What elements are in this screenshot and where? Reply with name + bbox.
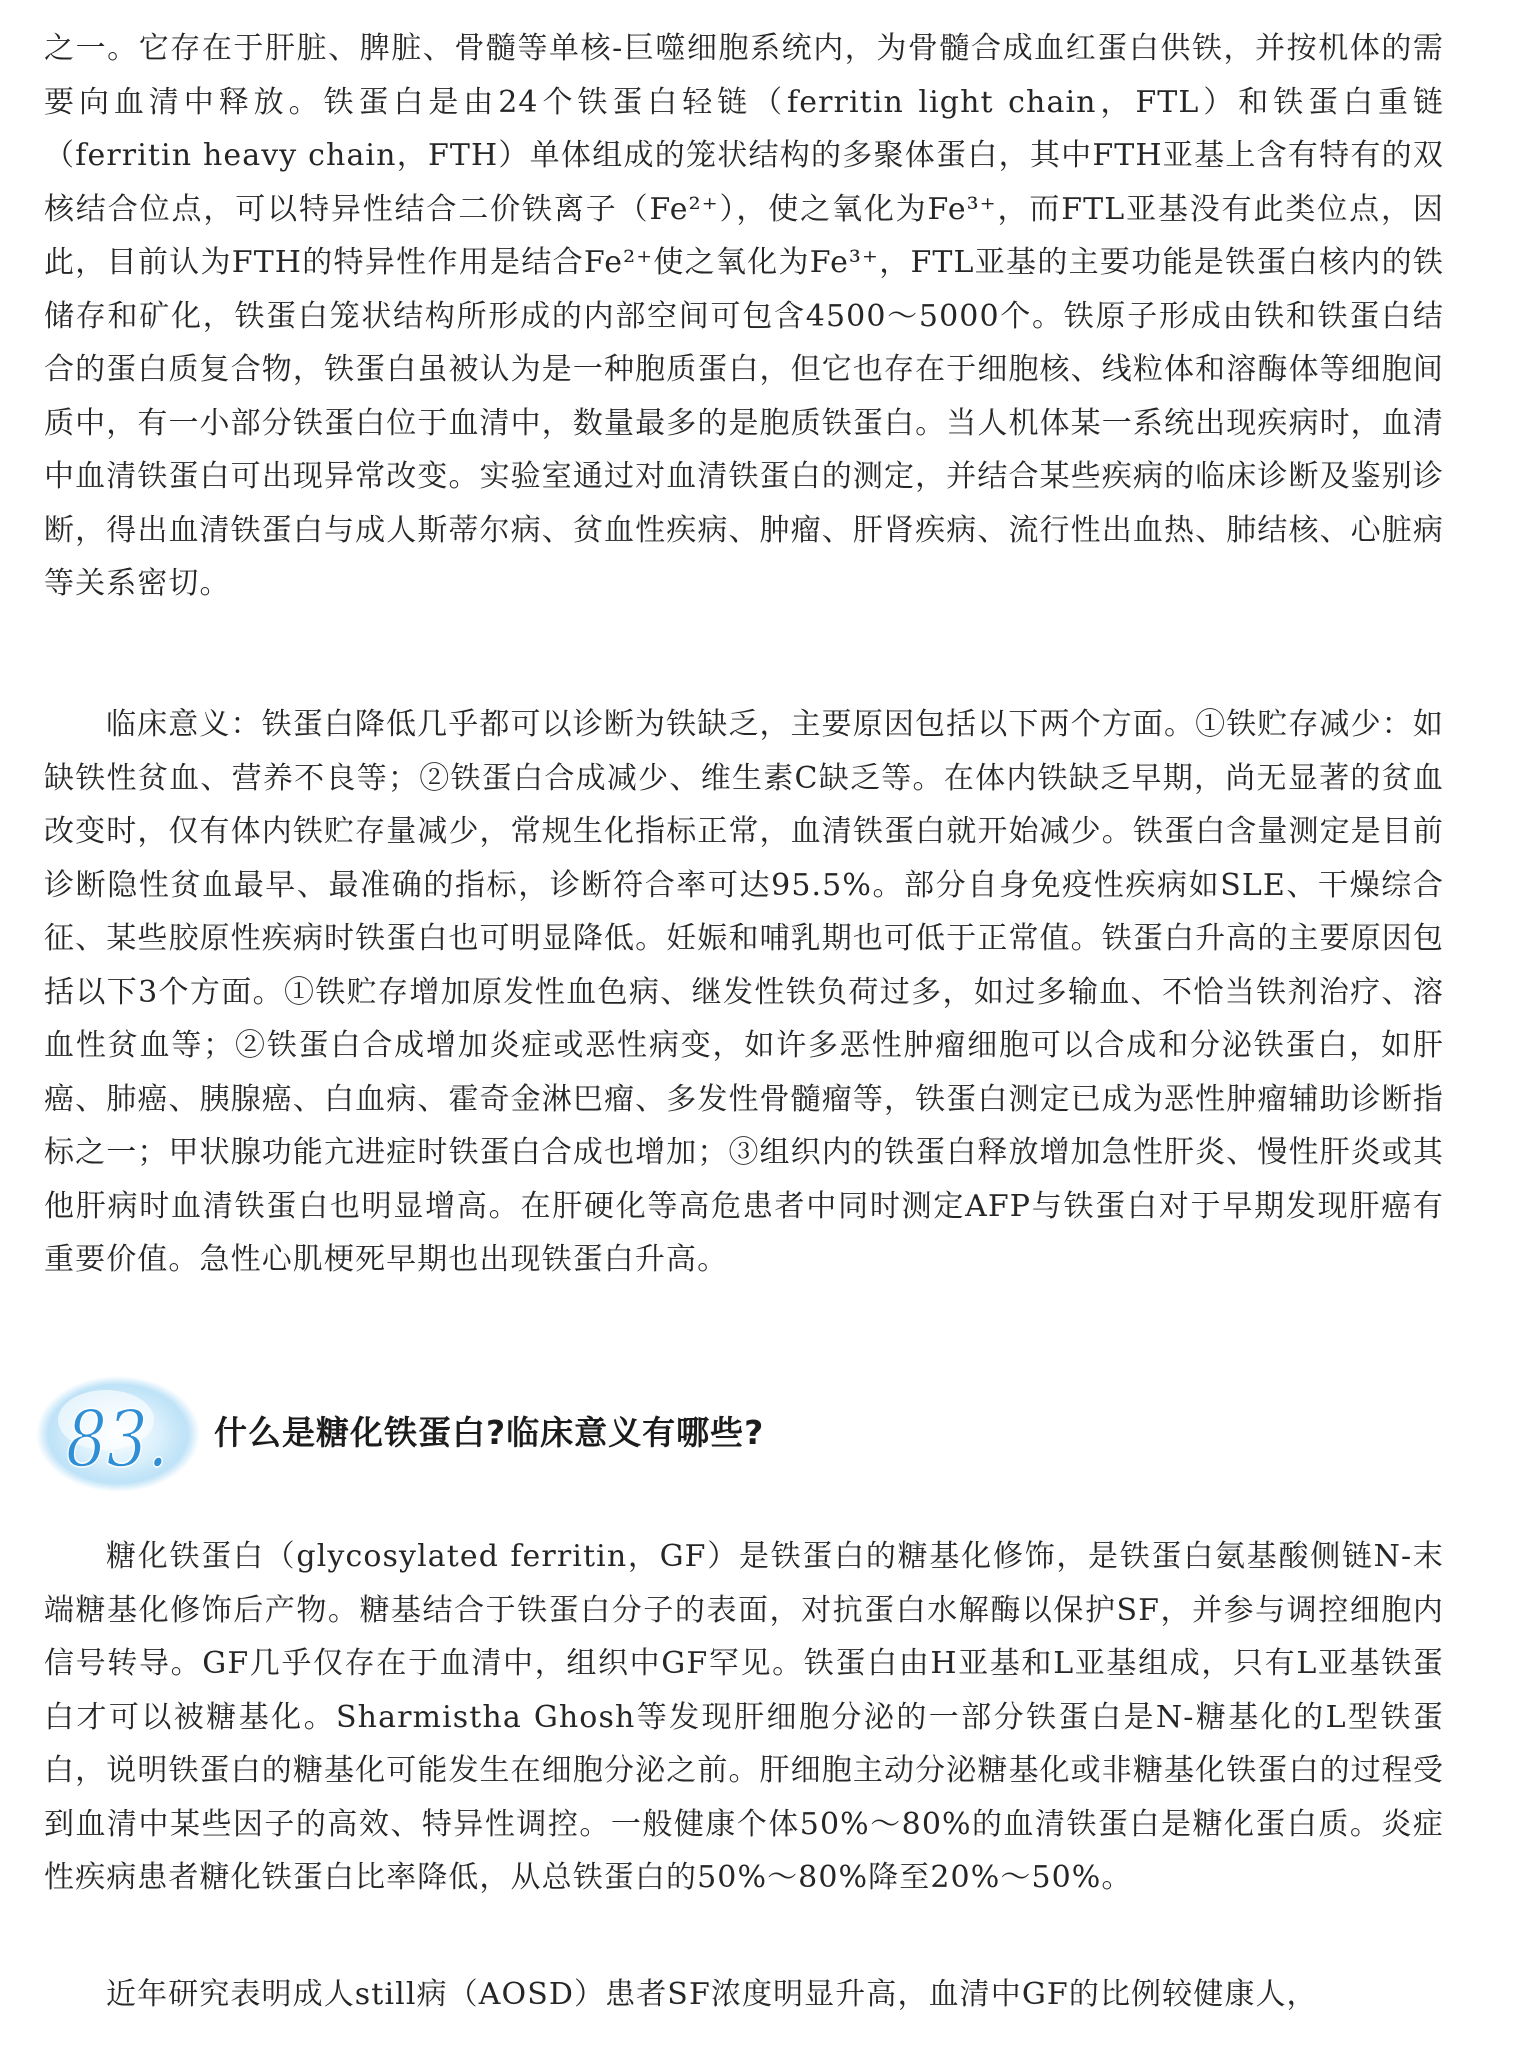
body-paragraph-clinical-significance: 临床意义：铁蛋白降低几乎都可以诊断为铁缺乏，主要原因包括以下两个方面。①铁贮存减少：如缺铁性贫血、营养不良等；②铁蛋白合成减少、维生素C缺乏等。在体内铁缺乏早期，尚无显著的贫血改变时，仅有体内铁贮存量减少，常规生化指标正常，血清铁蛋白就开始减少。铁蛋白含量测定是目前诊断隐性贫血最早、最准确的指标，诊断符合率可达95.5%。部分自身免疫性疾病如SLE、干燥综合征、某些胶原性疾病时铁蛋白也可明显降低。妊娠和哺乳期也可低于正常值。铁蛋白升高的主要原因包括以下3个方面。①铁贮存增加原发性血色病、继发性铁负荷过多，如过多输血、不恰当铁剂治疗、溶血性贫血等；②铁蛋白合成增加炎症或恶性病变，如许多恶性肿瘤细胞可以合成和分泌铁蛋白，如肝癌、肺癌、胰腺癌、白血病、霍奇金淋巴瘤、多发性骨髓瘤等，铁蛋白测定已成为恶性肿瘤辅助诊断指标之一；甲状腺功能亢进症时铁蛋白合成也增加；③组织内的铁蛋白释放增加急性肝炎、慢性肝炎或其他肝病时血清铁蛋白也明显增高。在肝硬化等高危患者中同时测定AFP与铁蛋白对于早期发现肝癌有重要价值。急性心肌梗死早期也出现铁蛋白升高。 — [44, 707, 1444, 1277]
body-paragraph-ferritin-structure: 之一。它存在于肝脏、脾脏、骨髓等单核-巨噬细胞系统内，为骨髓合成血红蛋白供铁，并按机体的需要向血清中释放。铁蛋白是由24个铁蛋白轻链（ferritin light chain，FTL）和铁蛋白重链（ferritin heavy chain，FTH）单体组成的笼状结构的多聚体蛋白，其中FTH亚基上含有特有的双核结合位点，可以特异性结合二价铁离子（Fe²⁺），使之氧化为Fe³⁺，而FTL亚基没有此类位点，因此，目前认为FTH的特异性作用是结合Fe²⁺使之氧化为Fe³⁺，FTL亚基的主要功能是铁蛋白核内的铁储存和矿化，铁蛋白笼状结构所形成的内部空间可包含4500～5000个。铁原子形成由铁和铁蛋白结合的蛋白质复合物，铁蛋白虽被认为是一种胞质蛋白，但它也存在于细胞核、线粒体和溶酶体等细胞间质中，有一小部分铁蛋白位于血清中，数量最多的是胞质铁蛋白。当人机体某一系统出现疾病时，血清中血清铁蛋白可出现异常改变。实验室通过对血清铁蛋白的测定，并结合某些疾病的临床诊断及鉴别诊断，得出血清铁蛋白与成人斯蒂尔病、贫血性疾病、肿瘤、肝肾疾病、流行性出血热、肺结核、心脏病等关系密切。 — [44, 31, 1444, 601]
body-paragraph-glycosylated-ferritin: 糖化铁蛋白（glycosylated ferritin，GF）是铁蛋白的糖基化修饰，是铁蛋白氨基酸侧链N-末端糖基化修饰后产物。糖基结合于铁蛋白分子的表面，对抗蛋白水解酶以保护SF，并参与调控细胞内信号转导。GF几乎仅存在于血清中，组织中GF罕见。铁蛋白由H亚基和L亚基组成，只有L亚基铁蛋白才可以被糖基化。Sharmistha Ghosh等发现肝细胞分泌的一部分铁蛋白是N-糖基化的L型铁蛋白，说明铁蛋白的糖基化可能发生在细胞分泌之前。肝细胞主动分泌糖基化或非糖基化铁蛋白的过程受到血清中某些因子的高效、特异性调控。一般健康个体50%～80%的血清铁蛋白是糖化蛋白质。炎症性疾病患者糖化铁蛋白比率降低，从总铁蛋白的50%～80%降至20%～50%。 — [44, 1539, 1444, 1895]
body-paragraph-aosd: 近年研究表明成人still病（AOSD）患者SF浓度明显升高，血清中GF的比例较健康人， — [106, 1977, 1318, 2012]
section-number-badge — [36, 1368, 206, 1498]
section-header — [36, 1368, 1476, 1498]
section-number: 83. — [66, 1395, 168, 1485]
section-title: 什么是糖化铁蛋白?临床意义有哪些? — [214, 1413, 765, 1452]
